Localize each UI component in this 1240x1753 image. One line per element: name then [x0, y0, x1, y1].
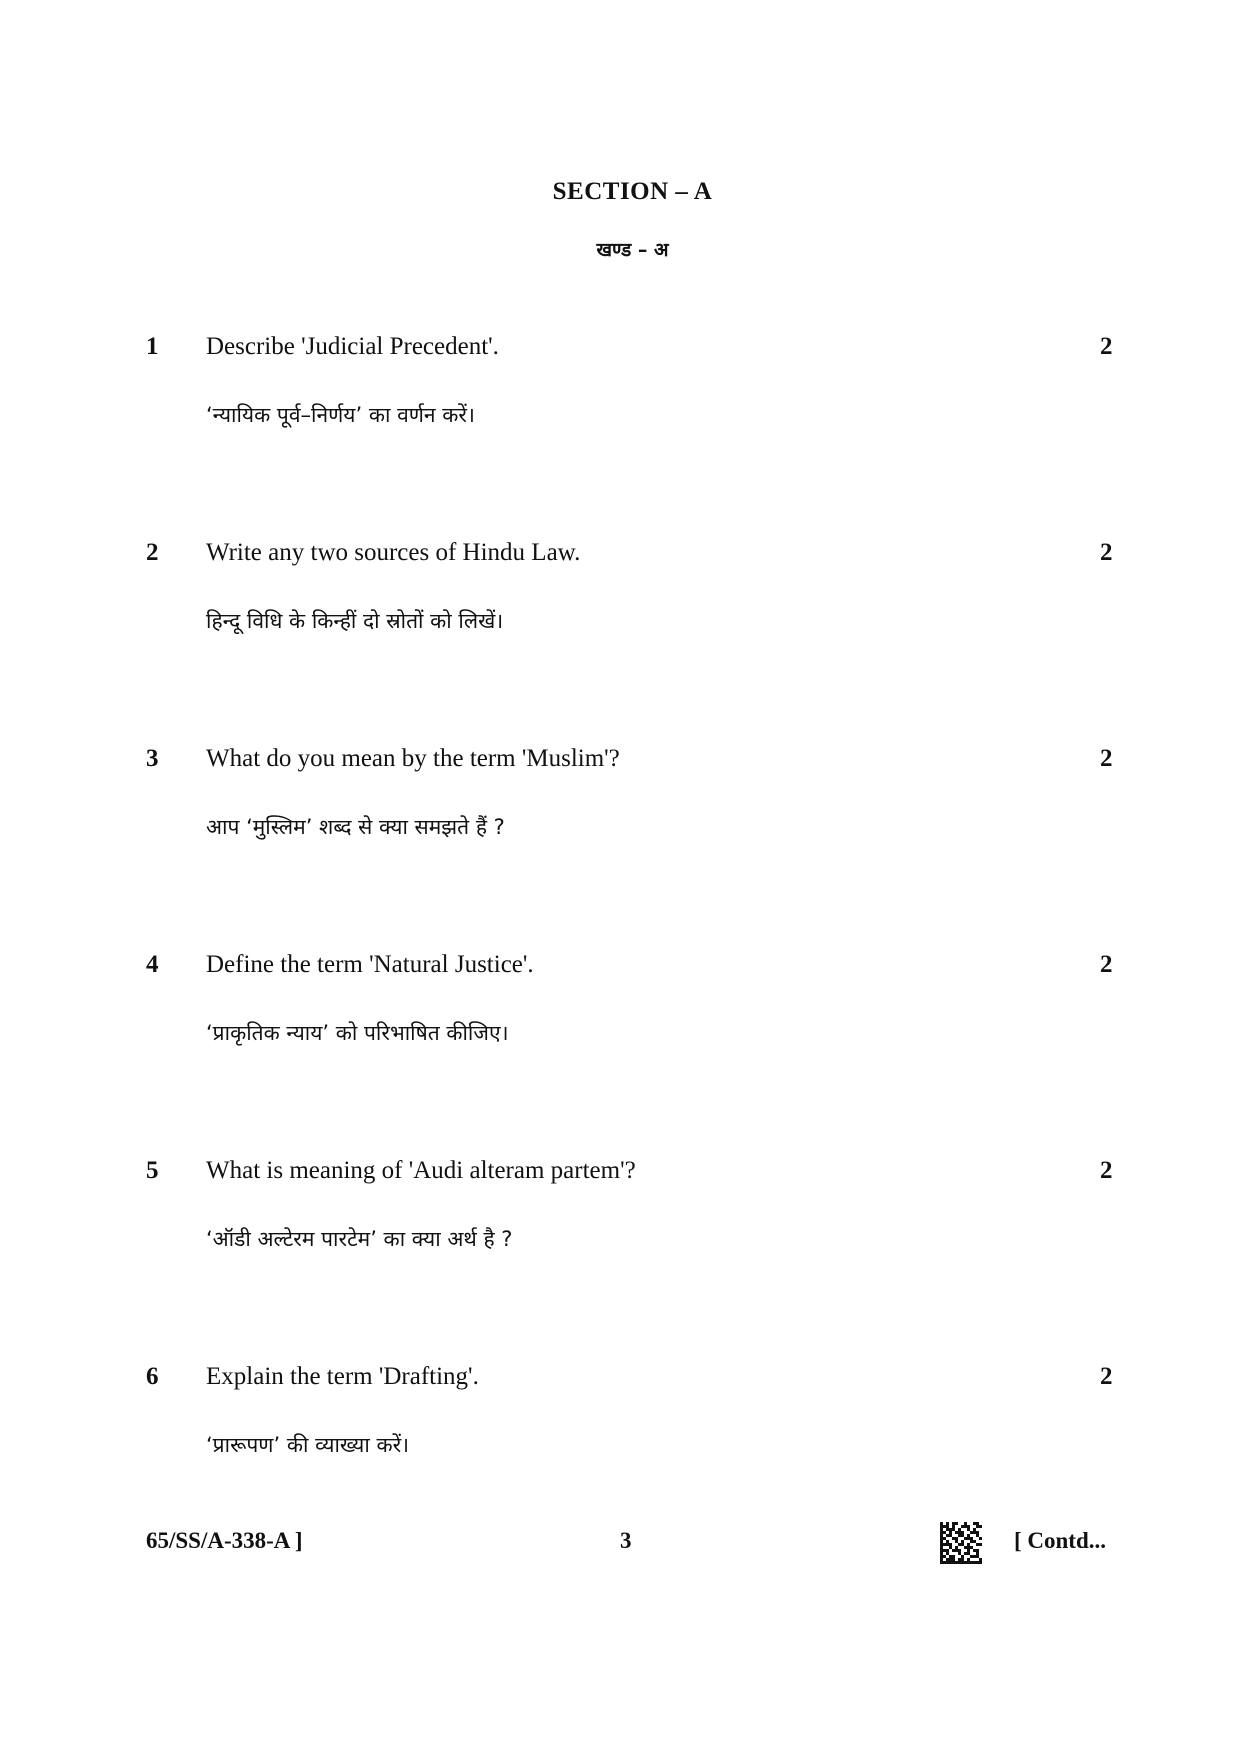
- question-3: [0, 745, 1240, 875]
- question-4: [0, 951, 1240, 1081]
- question-text-english: Write any two sources of Hindu Law.: [206, 539, 581, 566]
- page-number: 3: [620, 1528, 632, 1553]
- question-text-english: What is meaning of 'Audi alteram partem'?: [206, 1157, 636, 1184]
- question-text-hindi: हिन्दू विधि के किन्हीं दो स्रोतों को लिखें।: [206, 609, 504, 633]
- question-text-hindi: ‘न्यायिक पूर्व–निर्णय’ का वर्णन करें।: [206, 403, 475, 427]
- continued-label: [ Contd...: [1014, 1528, 1107, 1553]
- question-marks: 2: [1100, 539, 1113, 566]
- question-2: [0, 539, 1240, 669]
- question-text-english: What do you mean by the term 'Muslim'?: [206, 745, 620, 772]
- question-text-hindi: ‘ऑडी अल्टेरम पारटेम’ का क्या अर्थ है ?: [206, 1227, 513, 1251]
- question-marks: 2: [1100, 745, 1113, 772]
- question-text-hindi: ‘प्रारूपण’ की व्याख्या करें।: [206, 1433, 410, 1457]
- question-marks: 2: [1100, 333, 1113, 360]
- question-1: [0, 333, 1240, 463]
- section-title-hindi: खण्ड – अ: [596, 239, 669, 261]
- question-number: 5: [146, 1157, 159, 1184]
- question-text-hindi: आप ‘मुस्लिम’ शब्द से क्या समझते हैं ?: [206, 815, 505, 839]
- question-number: 6: [146, 1363, 159, 1390]
- question-number: 2: [146, 539, 159, 566]
- question-number: 4: [146, 951, 159, 978]
- question-number: 3: [146, 745, 159, 772]
- question-text-hindi: ‘प्राकृतिक न्याय’ को परिभाषित कीजिए।: [206, 1021, 509, 1045]
- question-6: [0, 1363, 1240, 1493]
- qr-code-icon: [940, 1522, 982, 1564]
- question-5: [0, 1157, 1240, 1287]
- question-marks: 2: [1100, 951, 1113, 978]
- paper-code: 65/SS/A-338-A ]: [146, 1528, 303, 1553]
- question-text-english: Define the term 'Natural Justice'.: [206, 951, 534, 978]
- question-text-english: Explain the term 'Drafting'.: [206, 1363, 479, 1390]
- section-title: SECTION – A: [552, 178, 713, 205]
- question-text-english: Describe 'Judicial Precedent'.: [206, 333, 499, 360]
- question-marks: 2: [1100, 1157, 1113, 1184]
- question-number: 1: [146, 333, 159, 360]
- question-marks: 2: [1100, 1363, 1113, 1390]
